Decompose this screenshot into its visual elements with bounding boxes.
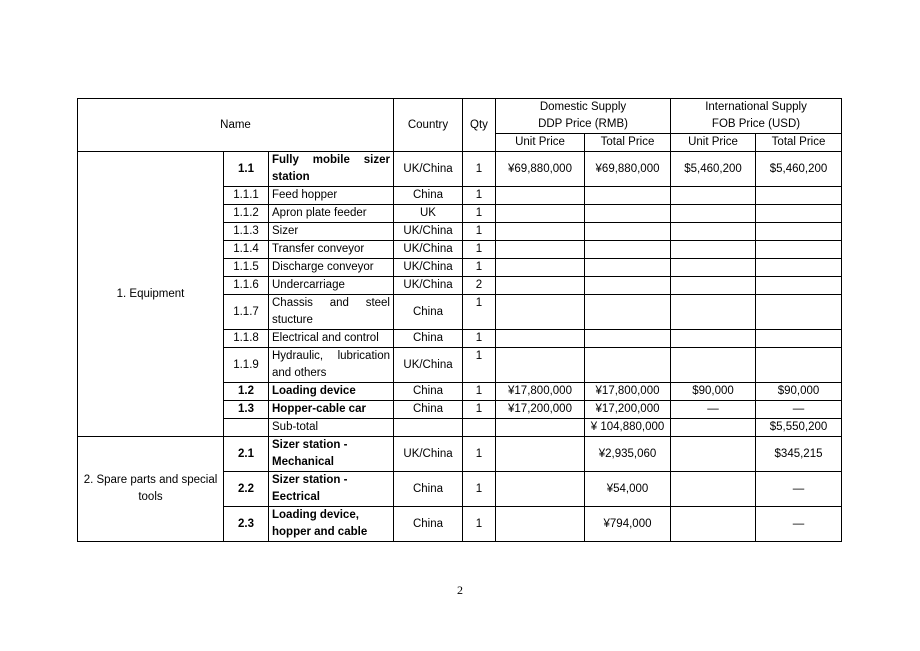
header-international-line1: International Supply <box>705 101 807 113</box>
item-number: 1.2 <box>224 383 269 401</box>
item-qty: 1 <box>463 437 496 472</box>
international-total-price: $5,460,200 <box>756 152 842 187</box>
item-country: UK/China <box>394 277 463 295</box>
item-qty: 1 <box>463 507 496 542</box>
item-name: Sizer station - Eectrical <box>269 472 394 507</box>
international-unit-price <box>671 223 756 241</box>
domestic-unit-price <box>496 187 585 205</box>
domestic-unit-price <box>496 277 585 295</box>
header-domestic-unit-price: Unit Price <box>496 134 585 152</box>
domestic-unit-price: ¥17,200,000 <box>496 401 585 419</box>
domestic-total-price: ¥794,000 <box>585 507 671 542</box>
item-qty: 1 <box>463 295 496 330</box>
header-international-line2: FOB Price (USD) <box>711 118 801 130</box>
international-total-price <box>756 259 842 277</box>
domestic-unit-price: ¥69,880,000 <box>496 152 585 187</box>
header-country: Country <box>394 99 463 152</box>
international-unit-price <box>671 437 756 472</box>
international-total-price: $90,000 <box>756 383 842 401</box>
item-number: 1.1.7 <box>224 295 269 330</box>
international-unit-price <box>671 348 756 383</box>
header-qty: Qty <box>463 99 496 152</box>
domestic-unit-price <box>496 259 585 277</box>
international-total-price: — <box>756 507 842 542</box>
item-number: 1.1.5 <box>224 259 269 277</box>
international-total-price <box>756 295 842 330</box>
item-number: 1.1.4 <box>224 241 269 259</box>
domestic-total-price <box>585 259 671 277</box>
international-total-price: — <box>756 472 842 507</box>
domestic-unit-price <box>496 205 585 223</box>
item-country: China <box>394 401 463 419</box>
domestic-total-price <box>585 205 671 223</box>
subtotal-spacer <box>224 419 269 437</box>
table-row <box>78 437 842 472</box>
item-qty: 1 <box>463 205 496 223</box>
domestic-unit-price <box>496 241 585 259</box>
price-table <box>77 98 842 542</box>
international-unit-price <box>671 472 756 507</box>
international-total-price <box>756 205 842 223</box>
item-name: Loading device <box>269 383 394 401</box>
header-row-1 <box>78 99 842 134</box>
domestic-total-price <box>585 348 671 383</box>
international-total-price <box>756 330 842 348</box>
domestic-unit-price <box>496 437 585 472</box>
item-name: Electrical and control <box>269 330 394 348</box>
domestic-unit-price <box>496 295 585 330</box>
table-row <box>78 152 842 187</box>
domestic-total-price <box>585 223 671 241</box>
item-number: 1.1 <box>224 152 269 187</box>
item-country: China <box>394 383 463 401</box>
item-qty: 1 <box>463 259 496 277</box>
subtotal-international-unit <box>671 419 756 437</box>
item-country: UK/China <box>394 437 463 472</box>
international-unit-price: $90,000 <box>671 383 756 401</box>
item-qty: 1 <box>463 348 496 383</box>
international-total-price <box>756 348 842 383</box>
item-country: UK/China <box>394 223 463 241</box>
item-name: Undercarriage <box>269 277 394 295</box>
subtotal-country <box>394 419 463 437</box>
header-international-total-price: Total Price <box>756 134 842 152</box>
international-unit-price <box>671 205 756 223</box>
domestic-total-price <box>585 187 671 205</box>
header-domestic-total-price: Total Price <box>585 134 671 152</box>
item-number: 1.1.3 <box>224 223 269 241</box>
item-number: 1.3 <box>224 401 269 419</box>
header-name: Name <box>78 99 394 152</box>
item-country: UK/China <box>394 259 463 277</box>
domestic-total-price: ¥69,880,000 <box>585 152 671 187</box>
item-name: Sizer station - Mechanical <box>269 437 394 472</box>
domestic-total-price <box>585 241 671 259</box>
item-qty: 1 <box>463 472 496 507</box>
international-unit-price: $5,460,200 <box>671 152 756 187</box>
item-country: China <box>394 295 463 330</box>
section-name: 2. Spare parts and special tools <box>78 437 224 542</box>
domestic-total-price: ¥17,800,000 <box>585 383 671 401</box>
item-name: Feed hopper <box>269 187 394 205</box>
item-number: 1.1.9 <box>224 348 269 383</box>
header-domestic-line2: DDP Price (RMB) <box>538 118 628 130</box>
item-name: Transfer conveyor <box>269 241 394 259</box>
item-qty: 2 <box>463 277 496 295</box>
item-country: UK/China <box>394 348 463 383</box>
item-country: UK/China <box>394 241 463 259</box>
item-country: China <box>394 507 463 542</box>
domestic-unit-price <box>496 472 585 507</box>
international-unit-price <box>671 277 756 295</box>
international-unit-price: — <box>671 401 756 419</box>
domestic-total-price: ¥17,200,000 <box>585 401 671 419</box>
item-country: China <box>394 330 463 348</box>
subtotal-label: Sub-total <box>269 419 394 437</box>
item-name: Chassis and steel stucture <box>269 295 394 330</box>
domestic-unit-price <box>496 330 585 348</box>
international-total-price <box>756 187 842 205</box>
domestic-unit-price <box>496 507 585 542</box>
item-number: 1.1.2 <box>224 205 269 223</box>
item-number: 1.1.1 <box>224 187 269 205</box>
item-number: 1.1.8 <box>224 330 269 348</box>
item-qty: 1 <box>463 187 496 205</box>
item-number: 1.1.6 <box>224 277 269 295</box>
subtotal-international-total: $5,550,200 <box>756 419 842 437</box>
item-qty: 1 <box>463 383 496 401</box>
header-domestic <box>496 99 671 134</box>
international-total-price <box>756 241 842 259</box>
domestic-total-price <box>585 295 671 330</box>
header-international-unit-price: Unit Price <box>671 134 756 152</box>
item-qty: 1 <box>463 401 496 419</box>
domestic-total-price <box>585 330 671 348</box>
item-number: 2.3 <box>224 507 269 542</box>
item-number: 2.1 <box>224 437 269 472</box>
domestic-unit-price <box>496 223 585 241</box>
item-name: Hopper-cable car <box>269 401 394 419</box>
item-name: Fully mobile sizer station <box>269 152 394 187</box>
item-name: Hydraulic, lubrication and others <box>269 348 394 383</box>
international-total-price <box>756 223 842 241</box>
item-qty: 1 <box>463 223 496 241</box>
domestic-total-price: ¥54,000 <box>585 472 671 507</box>
subtotal-domestic-unit <box>496 419 585 437</box>
international-unit-price <box>671 295 756 330</box>
item-qty: 1 <box>463 330 496 348</box>
item-country: UK <box>394 205 463 223</box>
international-unit-price <box>671 241 756 259</box>
domestic-total-price: ¥2,935,060 <box>585 437 671 472</box>
item-country: China <box>394 472 463 507</box>
page-number: 2 <box>457 583 463 597</box>
header-domestic-line1: Domestic Supply <box>539 101 627 113</box>
international-unit-price <box>671 187 756 205</box>
international-total-price <box>756 277 842 295</box>
subtotal-domestic-total: ¥ 104,880,000 <box>585 419 671 437</box>
international-total-price: — <box>756 401 842 419</box>
item-name: Sizer <box>269 223 394 241</box>
international-unit-price <box>671 330 756 348</box>
item-name: Discharge conveyor <box>269 259 394 277</box>
domestic-unit-price: ¥17,800,000 <box>496 383 585 401</box>
subtotal-qty <box>463 419 496 437</box>
international-total-price: $345,215 <box>756 437 842 472</box>
section-name: 1. Equipment <box>78 152 224 437</box>
item-qty: 1 <box>463 152 496 187</box>
international-unit-price <box>671 507 756 542</box>
item-number: 2.2 <box>224 472 269 507</box>
domestic-unit-price <box>496 348 585 383</box>
item-country: UK/China <box>394 152 463 187</box>
domestic-total-price <box>585 277 671 295</box>
header-international <box>671 99 842 134</box>
item-name: Apron plate feeder <box>269 205 394 223</box>
item-name: Loading device, hopper and cable <box>269 507 394 542</box>
international-unit-price <box>671 259 756 277</box>
item-qty: 1 <box>463 241 496 259</box>
item-country: China <box>394 187 463 205</box>
